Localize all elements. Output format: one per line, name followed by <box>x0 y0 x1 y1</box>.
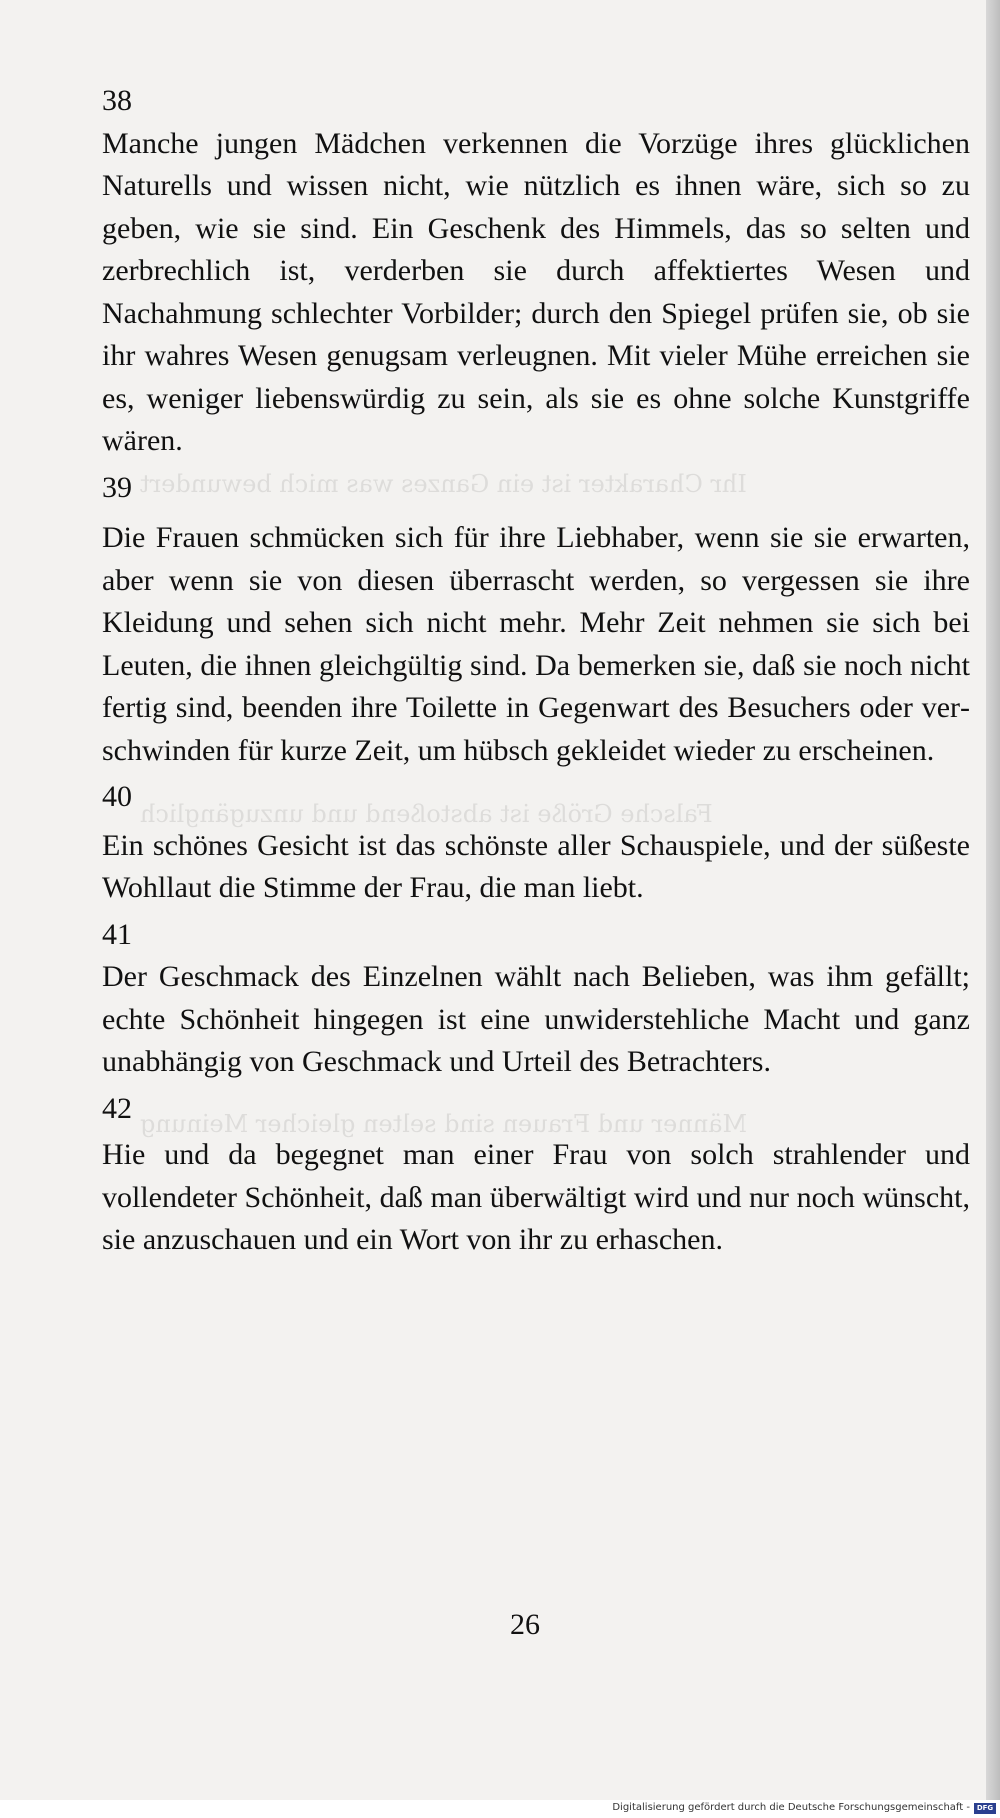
text-body <box>102 80 970 1262</box>
page-edge-shadow <box>986 0 1000 1800</box>
section-text: Ein schönes Gesicht ist das schönste aller Schauspiele, und der süßeste Wohllaut die Stimme der Frau, die man liebt. <box>102 828 970 904</box>
section-number: 41 <box>102 917 132 951</box>
show-through-background: Ihr Charakter ist ein Ganzes was mich bewundert Falsche Größe ist abstoßend und unzugänglich Männer und Frauen sind selten gleicher Meinung <box>140 470 748 1138</box>
section-number: 40 <box>102 780 132 813</box>
funding-credit: Digitalisierung gefördert durch die Deutsche Forschungsgemeinschaft - <box>612 1802 970 1813</box>
dfg-logo-icon: DFG <box>974 1803 996 1814</box>
section-text: Manche jungen Mädchen verkennen die Vorzüge ihres glücklichen Naturells und wissen nicht, wie nützlich es ihnen wäre, sich so zu geben, wie sie sind. Ein Geschenk des Himmels, das so selten und zerbrechlich ist, verderben sie durch affektiertes Wesen und Nachahmung schlechter Vorbilder; durch den Spiegel prüfen sie, ob sie ihr wahres Wesen genugsam verleugnen. Mit vieler Mühe erreichen sie es, weniger liebenswürdig zu sein, als sie es ohne solche Kunstgriffe wären. <box>102 126 970 457</box>
section-text: Hie und da begegnet man einer Frau von solch strahlender und vollendeter Schönheit, daß man überwältigt wird und nur noch wünscht, sie anzuschauen und ein Wort von ihr zu erhaschen. <box>102 1138 970 1256</box>
section-text: Die Frauen schmücken sich für ihre Liebhaber, wenn sie sie erwarten, aber wenn sie von diesen überrascht werden, so vergessen sie ihre Kleidung und sehen sich nicht mehr. Mehr Zeit nehmen sie sich bei Leuten, die ihnen gleichgültig sind. Da bemerken sie, daß sie noch nicht fertig sind, beenden ihre Toilette in Gegenwart des Besuchers oder verschwinden für kurze Zeit, um hübsch gekleidet wieder zu erscheinen. <box>102 521 970 767</box>
page-number: 26 <box>510 1608 540 1641</box>
section-number: 39 <box>102 470 132 504</box>
section-text: Der Geschmack des Einzelnen wählt nach Belieben, was ihm gefällt; echte Schönheit hingegen ist eine unwiderstehliche Macht und ganz unabhängig von Geschmack und Urteil des Betrachters. <box>102 960 970 1078</box>
section-number: 42 <box>102 1091 132 1125</box>
footer-bar <box>0 1800 1000 1818</box>
section-number: 38 <box>102 84 132 117</box>
